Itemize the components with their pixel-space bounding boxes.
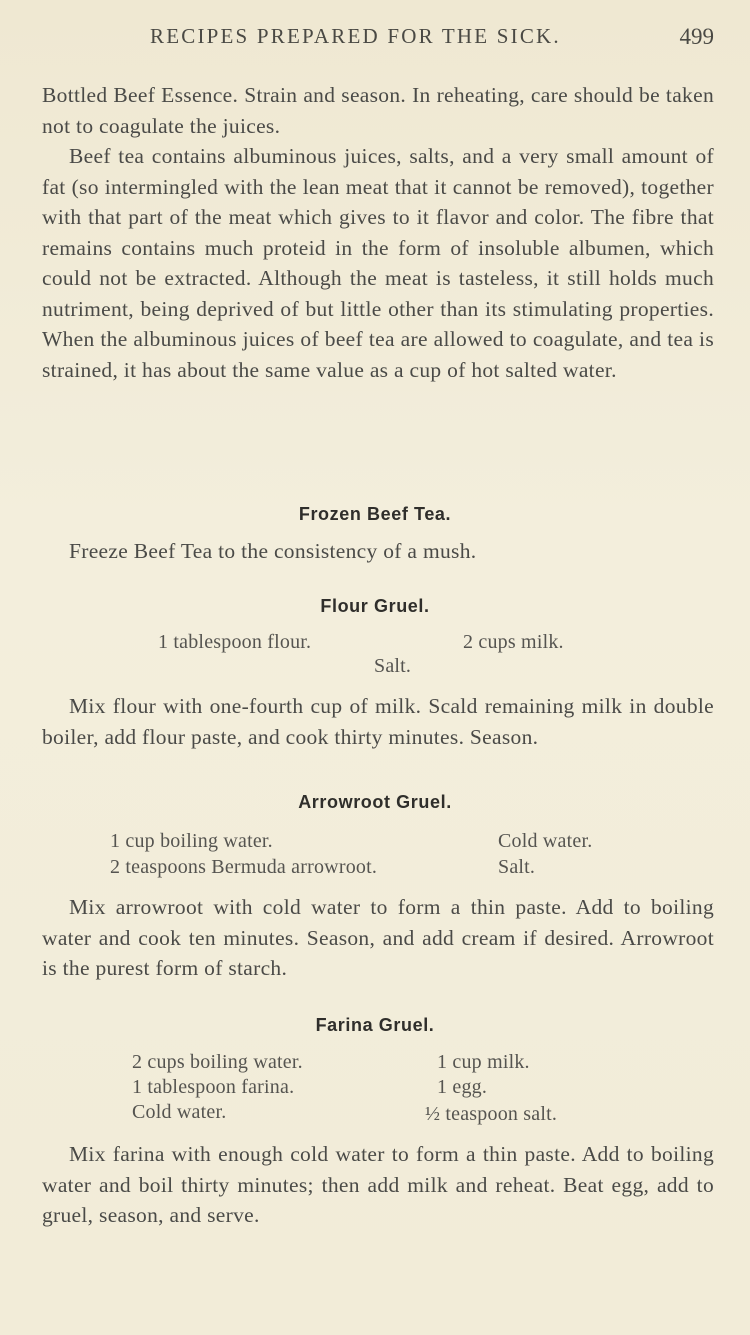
intro-paragraph-2: Beef tea contains albuminous juices, salts, and a very small amount of fat (so intermingled with the lean meat that it cannot be removed), together with that part of the meat which gives to it flavor and color. The fibre that remains contains much proteid in the form of insoluble albumen, which could not be extracted. Although the meat is tasteless, it still holds much nutriment, being deprived of but little other than its stimulating properties. When the albuminous juices of beef tea are allowed to coagulate, and tea is strained, it has about the same value as a cup of hot salted water. <box>42 144 714 382</box>
flour-gruel-ingredient: 1 tablespoon flour. <box>158 631 312 653</box>
arrowroot-gruel-ingredient: Salt. <box>498 856 536 878</box>
farina-gruel-ingredient: Cold water. <box>132 1101 227 1123</box>
arrowroot-gruel-ingredient: 2 teaspoons Bermuda arrowroot. <box>110 856 378 878</box>
arrowroot-gruel-ingredient: 1 cup boiling water. <box>110 830 273 852</box>
farina-gruel-ingredient: 1 egg. <box>437 1076 488 1098</box>
arrowroot-gruel-ingredient: Cold water. <box>498 830 593 852</box>
frozen-beef-tea-heading: Frozen Beef Tea. <box>298 504 452 524</box>
arrowroot-gruel-method: Mix arrowroot with cold water to form a thin paste. Add to boiling water and cook ten minutes. Season, and add cream if desired. Arrowroot is the purest form of starch. <box>42 895 714 980</box>
page-number: 499 <box>679 24 714 49</box>
frozen-beef-tea-method-block <box>42 536 714 567</box>
intro-section <box>42 80 714 385</box>
farina-gruel-heading: Farina Gruel. <box>315 1015 435 1035</box>
flour-gruel-heading: Flour Gruel. <box>320 596 430 616</box>
flour-gruel-method-block <box>42 691 714 752</box>
running-head: RECIPES PREPARED FOR THE SICK. <box>150 24 561 48</box>
farina-gruel-ingredient: 2 cups boiling water. <box>132 1051 303 1073</box>
arrowroot-gruel-method-block <box>42 892 714 984</box>
intro-paragraph-1: Bottled Beef Essence. Strain and season. In reheating, care should be taken not to coagulate the juices. <box>42 83 714 138</box>
farina-gruel-ingredient: 1 cup milk. <box>437 1051 530 1073</box>
page-header <box>40 24 714 54</box>
flour-gruel-ingredient: 2 cups milk. <box>463 631 564 653</box>
flour-gruel-method: Mix flour with one-fourth cup of milk. Scald remaining milk in double boiler, add flour paste, and cook thirty minutes. Season. <box>42 694 714 749</box>
farina-gruel-ingredient: 1 tablespoon farina. <box>132 1076 295 1098</box>
frozen-beef-tea-method: Freeze Beef Tea to the consistency of a mush. <box>69 539 477 563</box>
flour-gruel-ingredient: Salt. <box>374 655 412 677</box>
arrowroot-gruel-heading: Arrowroot Gruel. <box>298 792 452 812</box>
farina-gruel-method: Mix farina with enough cold water to form a thin paste. Add to boiling water and boil thirty minutes; then add milk and reheat. Beat egg, add to gruel, season, and serve. <box>42 1142 714 1227</box>
farina-gruel-ingredient: ½ teaspoon salt. <box>425 1103 558 1125</box>
farina-gruel-method-block <box>42 1139 714 1231</box>
